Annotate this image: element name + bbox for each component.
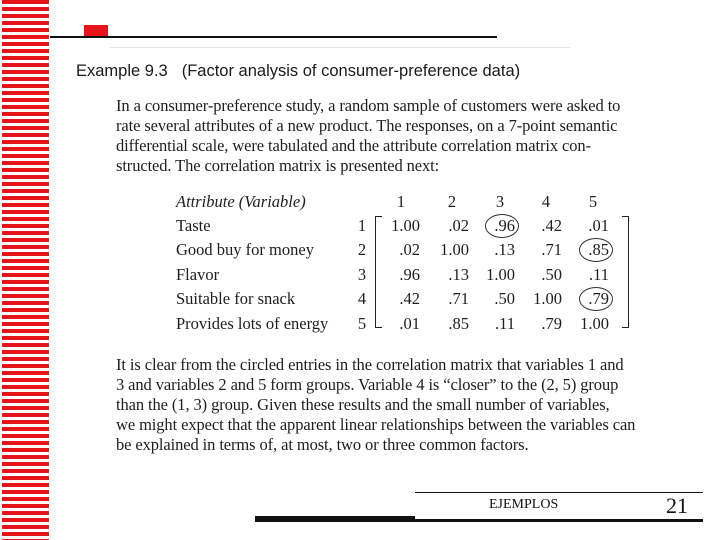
matrix-cell: 1.00 (391, 216, 420, 235)
circled-entry-marker (579, 287, 613, 311)
intro-line: structed. The correlation matrix is presented next: (116, 156, 440, 175)
example-subtitle: (Factor analysis of consumer-preference data) (181, 62, 521, 80)
matrix-cell: .02 (399, 240, 420, 259)
column-number: 4 (541, 192, 551, 211)
scan-divider (110, 47, 570, 48)
attribute-label: Good buy for money (176, 240, 314, 259)
circled-entry-marker (485, 214, 519, 238)
matrix-cell: .50 (494, 289, 515, 308)
circled-entry-marker (579, 238, 613, 262)
conclusion-line: 3 and variables 2 and 5 form groups. Variable 4 is “closer” to the (2, 5) group (116, 375, 619, 394)
matrix-cell: .42 (399, 289, 420, 308)
intro-line: In a consumer-preference study, a random sample of customers were asked to (116, 96, 621, 115)
column-number: 1 (396, 192, 406, 211)
intro-paragraph (116, 96, 684, 176)
matrix-cell: .85 (448, 314, 469, 333)
matrix-cell: .42 (541, 216, 562, 235)
conclusion-line: we might expect that the apparent linear relationships between the variables can (116, 415, 636, 434)
conclusion-paragraph (116, 355, 684, 455)
matrix-cell: .11 (588, 265, 609, 284)
column-number: 5 (588, 192, 598, 211)
conclusion-line: be explained in terms of, at most, two or three common factors. (116, 435, 529, 454)
column-number: 3 (495, 192, 505, 211)
row-number: 2 (357, 240, 367, 259)
row-number: 4 (357, 289, 367, 308)
matrix-cell: .13 (494, 240, 515, 259)
footer-label: EJEMPLOS (489, 497, 559, 512)
intro-line: differential scale, were tabulated and the attribute correlation matrix con- (116, 136, 591, 155)
row-number: 5 (357, 314, 367, 333)
matrix-cell: .79 (588, 289, 609, 308)
matrix-cell: .96 (399, 265, 420, 284)
matrix-cell: .01 (399, 314, 420, 333)
column-number: 2 (447, 192, 457, 211)
matrix-cell: .71 (541, 240, 562, 259)
matrix-cell: 1.00 (486, 265, 515, 284)
matrix-cell: .11 (494, 314, 515, 333)
matrix-right-bracket (622, 216, 629, 328)
page-number: 21 (666, 493, 688, 518)
conclusion-line: It is clear from the circled entries in the correlation matrix that variables 1 and (116, 355, 624, 374)
matrix-cell: .79 (541, 314, 562, 333)
matrix-cell: .02 (448, 216, 469, 235)
attribute-label: Provides lots of energy (176, 314, 329, 333)
row-number: 3 (357, 265, 367, 284)
example-label: Example 9.3 (76, 62, 168, 80)
correlation-matrix (0, 192, 720, 342)
matrix-cell: .96 (494, 216, 515, 235)
matrix-cell: 1.00 (533, 289, 562, 308)
conclusion-line: than the (1, 3) group. Given these results and the small number of variables, (116, 395, 610, 414)
matrix-cell: .13 (448, 265, 469, 284)
row-number: 1 (357, 216, 367, 235)
attribute-label: Taste (176, 216, 211, 235)
matrix-cell: .71 (448, 289, 469, 308)
footer-bar (415, 492, 703, 519)
matrix-cell: .85 (588, 240, 609, 259)
matrix-cell: .01 (588, 216, 609, 235)
matrix-cell: .50 (541, 265, 562, 284)
top-divider (50, 36, 497, 38)
attribute-label: Flavor (176, 265, 220, 284)
example-heading (76, 62, 520, 81)
matrix-cell: 1.00 (580, 314, 609, 333)
matrix-header: Attribute (Variable) (176, 192, 306, 211)
intro-line: rate several attributes of a new product. The responses, on a 7-point semantic (116, 116, 618, 135)
matrix-cell: 1.00 (440, 240, 469, 259)
attribute-label: Suitable for snack (176, 289, 296, 308)
